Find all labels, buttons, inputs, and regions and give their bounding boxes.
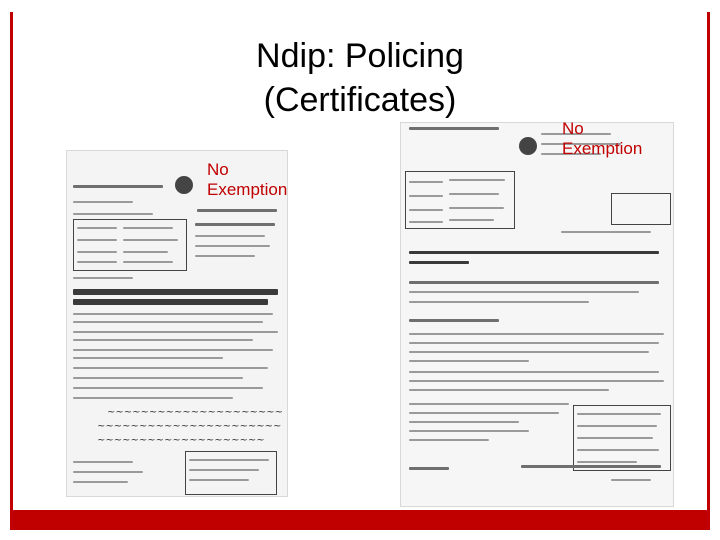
scanned-text-mark — [611, 479, 651, 481]
scanned-certificate-right — [400, 122, 674, 507]
scanned-text-mark — [73, 461, 133, 463]
label-left-line-1: No — [207, 160, 229, 179]
scanned-text-mark — [73, 185, 163, 188]
scanned-text-mark — [409, 430, 529, 432]
scanned-text-mark — [409, 221, 443, 223]
scanned-text-mark — [449, 207, 504, 209]
slide-title — [180, 34, 540, 122]
scanned-text-mark — [195, 223, 275, 226]
handwriting-mark: ~~~~~~~~~~~~~~~~~~~~~~ — [97, 421, 282, 432]
scanned-text-mark — [577, 449, 659, 451]
scanned-text-mark — [73, 387, 263, 389]
slide-border-left — [10, 12, 13, 530]
scanned-text-mark — [73, 321, 263, 323]
scanned-text-mark — [77, 227, 117, 229]
scanned-text-mark — [409, 319, 499, 322]
scanned-text-mark — [409, 127, 499, 130]
scanned-text-mark — [73, 471, 143, 473]
scanned-text-mark — [409, 342, 659, 344]
scanned-text-mark — [409, 412, 559, 414]
scanned-text-mark — [73, 339, 253, 341]
scanned-text-mark — [73, 213, 153, 215]
scanned-text-mark — [195, 245, 270, 247]
scanned-text-mark — [73, 299, 268, 305]
scanned-text-mark — [77, 239, 117, 241]
scanned-text-mark — [409, 281, 659, 284]
handwriting-mark: ~~~~~~~~~~~~~~~~~~~~ — [97, 435, 265, 446]
scanned-text-mark — [577, 461, 637, 463]
scanned-text-mark — [123, 239, 178, 241]
scanned-text-mark — [561, 231, 651, 233]
scanned-text-mark — [409, 467, 449, 470]
scanned-text-mark — [449, 193, 499, 195]
scanned-text-mark — [409, 195, 443, 197]
scanned-text-mark — [73, 357, 223, 359]
scanned-text-mark — [577, 425, 657, 427]
scanned-text-mark — [409, 389, 609, 391]
scanned-text-mark — [77, 251, 117, 253]
no-exemption-label-right — [562, 119, 642, 159]
scanned-text-mark — [611, 193, 671, 225]
scanned-text-mark — [73, 367, 268, 369]
slide-border-right — [707, 12, 710, 530]
no-exemption-label-left — [207, 160, 287, 200]
scanned-text-mark — [123, 227, 173, 229]
scanned-text-mark — [73, 481, 128, 483]
scanned-text-mark — [409, 351, 649, 353]
crest-icon — [519, 137, 537, 155]
scanned-text-mark — [409, 333, 664, 335]
scanned-text-mark — [73, 349, 273, 351]
scanned-text-mark — [577, 437, 653, 439]
scanned-text-mark — [409, 439, 489, 441]
slide-title-line-2: (Certificates) — [263, 81, 457, 119]
scanned-text-mark — [185, 451, 277, 495]
scanned-text-mark — [449, 219, 494, 221]
scanned-certificate-left — [66, 150, 288, 497]
scanned-text-mark — [77, 261, 117, 263]
crest-icon — [175, 176, 193, 194]
scanned-text-mark — [73, 377, 243, 379]
handwriting-mark: ~~~~~~~~~~~~~~~~~~~~~ — [107, 407, 283, 418]
scanned-text-mark — [409, 209, 443, 211]
label-left-line-2: Exemption — [207, 180, 288, 199]
scanned-text-mark — [189, 469, 259, 471]
scanned-text-mark — [189, 479, 249, 481]
scanned-text-mark — [409, 421, 519, 423]
scanned-text-mark — [73, 397, 233, 399]
scanned-text-mark — [409, 371, 659, 373]
scanned-text-mark — [73, 289, 278, 295]
scanned-text-mark — [449, 179, 505, 181]
scanned-text-mark — [123, 261, 173, 263]
slide-footer-bar — [10, 510, 710, 530]
scanned-text-mark — [409, 360, 529, 362]
scanned-text-mark — [73, 331, 278, 333]
scanned-text-mark — [73, 201, 133, 203]
scanned-text-mark — [521, 465, 661, 468]
scanned-text-mark — [197, 209, 277, 212]
scanned-text-mark — [409, 251, 659, 254]
label-right-line-2: Exemption — [562, 139, 643, 158]
scanned-text-mark — [189, 459, 269, 461]
scanned-text-mark — [195, 235, 265, 237]
scanned-text-mark — [73, 313, 273, 315]
label-right-line-1: No — [562, 119, 584, 138]
scanned-text-mark — [123, 251, 168, 253]
scanned-text-mark — [577, 413, 661, 415]
scanned-text-mark — [409, 403, 569, 405]
scanned-text-mark — [409, 181, 443, 183]
scanned-text-mark — [409, 291, 639, 293]
scanned-text-mark — [409, 380, 664, 382]
slide-title-line-1: Ndip: Policing — [256, 37, 464, 75]
scanned-text-mark — [409, 301, 589, 303]
scanned-text-mark — [195, 255, 255, 257]
scanned-text-mark — [73, 277, 133, 279]
scanned-text-mark — [409, 261, 469, 264]
